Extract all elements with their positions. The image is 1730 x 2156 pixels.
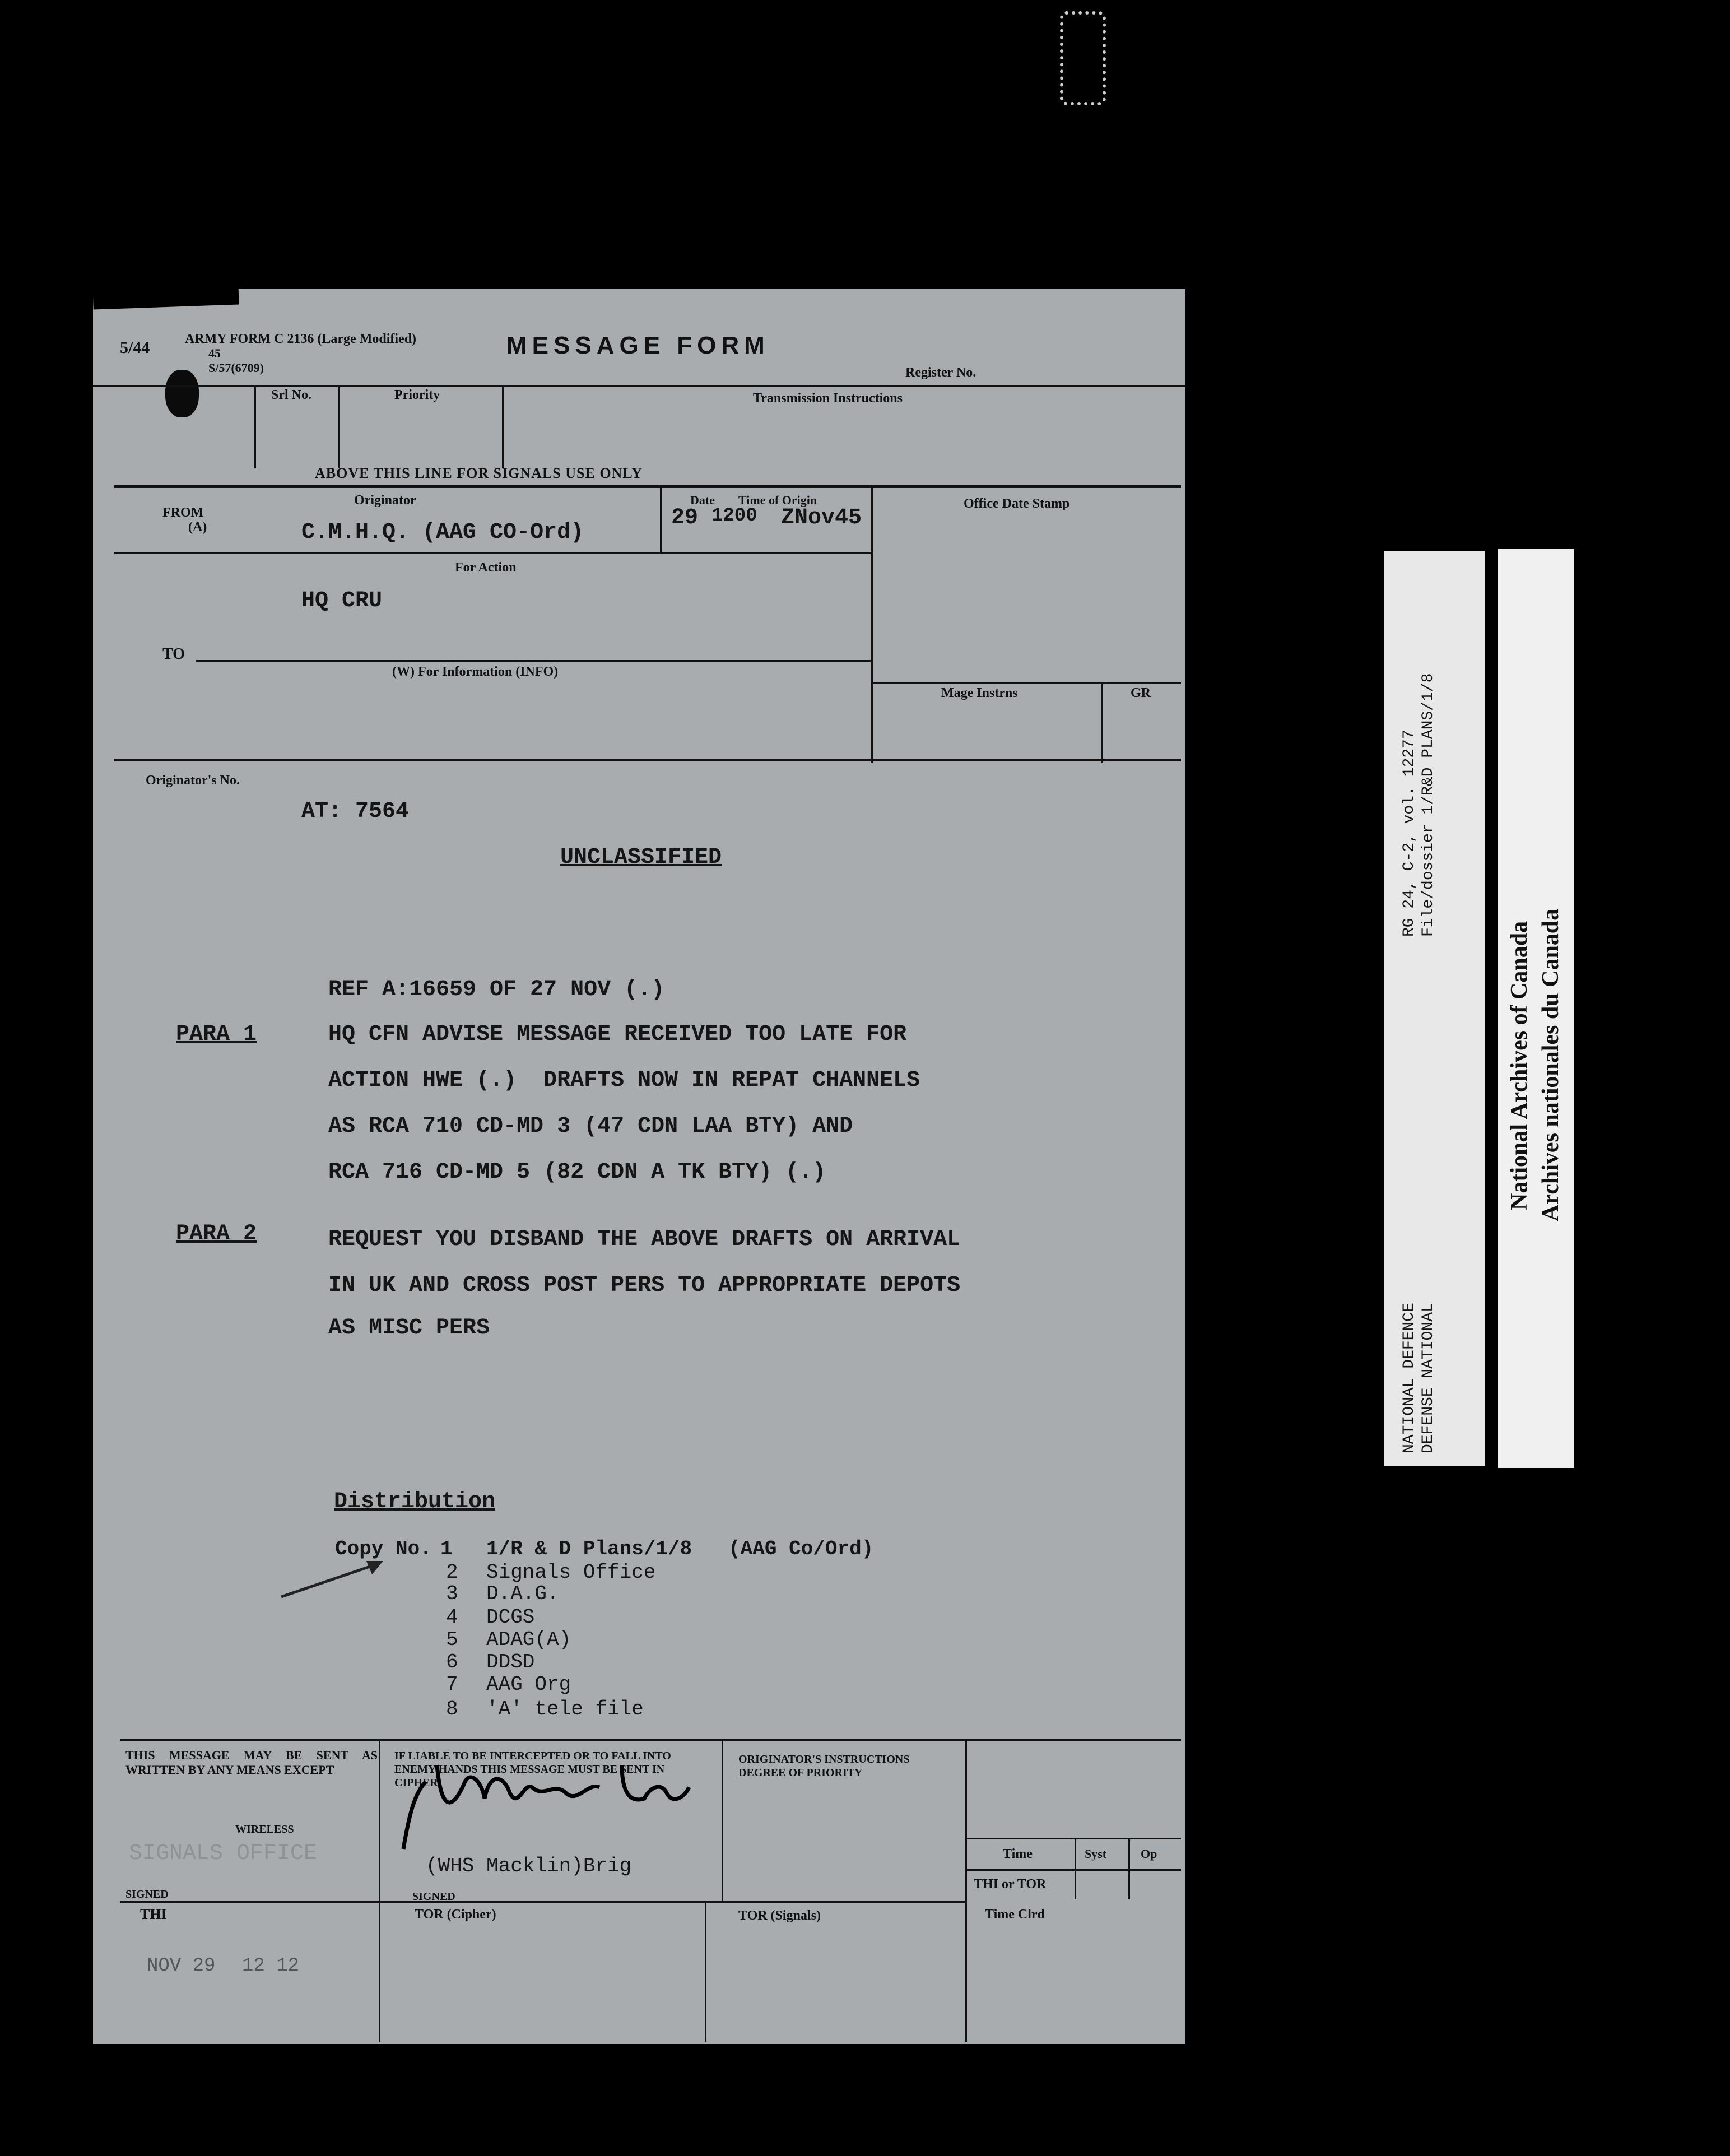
time-of-origin-label: Time of Origin	[738, 493, 817, 507]
thi-or-tor-label: THI or TOR	[974, 1877, 1047, 1892]
copy-recipient: DDSD	[486, 1651, 535, 1674]
to-label: TO	[162, 645, 185, 663]
para2-line: REQUEST YOU DISBAND THE ABOVE DRAFTS ON ARRIVAL	[328, 1227, 961, 1252]
cipher-note: IF LIABLE TO BE INTERCEPTED OR TO FALL INTO ENEMY HANDS THIS MESSAGE MUST BE SENT IN CIPHER	[394, 1750, 671, 1789]
form-number: ARMY FORM C 2136 (Large Modified)	[185, 332, 417, 346]
time-value: 1200	[711, 505, 757, 527]
originator-value: C.M.H.Q. (AAG CO-Ord)	[301, 520, 584, 545]
for-action-value: HQ CRU	[301, 588, 383, 614]
para2-line: AS MISC PERS	[328, 1316, 490, 1341]
originators-no-label: Originator's No.	[146, 773, 240, 788]
time-label: Time	[1003, 1847, 1033, 1861]
copy-number: 7	[446, 1673, 458, 1696]
office-date-stamp-label: Office Date Stamp	[964, 496, 1070, 511]
archive-reference-line: RG 24, C-2, vol. 12277	[1401, 729, 1418, 937]
tor-signals-label: TOR (Signals)	[738, 1908, 821, 1923]
thi-label: THI	[140, 1906, 167, 1922]
faint-office-stamp: SIGNALS OFFICE	[129, 1841, 318, 1866]
from-sub-label: (A)	[188, 520, 207, 535]
department-fr: DEFENSE NATIONAL	[1420, 1303, 1437, 1453]
tor-cipher-label: TOR (Cipher)	[415, 1907, 496, 1922]
originator-label: Originator	[354, 493, 416, 508]
receipt-stamp-time: 12 12	[242, 1955, 300, 1977]
originator-instructions-label: ORIGINATOR'S INSTRUCTIONS DEGREE OF PRIORITY	[738, 1753, 910, 1779]
at-number: AT: 7564	[301, 799, 410, 824]
copy-number: 1	[440, 1537, 453, 1560]
datetime-suffix: ZNov45	[781, 505, 862, 531]
para1-line: ACTION HWE (.) DRAFTS NOW IN REPAT CHANNELS	[328, 1068, 920, 1093]
form-sub-number: 45	[208, 346, 221, 360]
copy-recipient: 'A' tele file	[486, 1698, 644, 1721]
copy-recipient: ADAG(A)	[486, 1628, 571, 1651]
copy-number: 4	[446, 1606, 458, 1629]
for-action-label: For Action	[455, 560, 517, 575]
file-reference: 5/44	[120, 338, 150, 357]
signatory-name: (WHS Macklin)Brig	[426, 1855, 632, 1878]
copy-number: 8	[446, 1698, 458, 1721]
register-no-label: Register No.	[905, 365, 976, 380]
sent-as-written-note: THIS MESSAGE MAY BE SENT AS WRITTEN BY ANY MEANS EXCEPT	[125, 1748, 378, 1777]
copy-recipient: DCGS	[486, 1606, 535, 1629]
archive-file-line: File/dossier 1/R&D PLANS/1/8	[1420, 673, 1437, 937]
para1-line: AS RCA 710 CD-MD 3 (47 CDN LAA BTY) AND	[328, 1114, 853, 1139]
mage-instrns-label: Mage Instrns	[941, 686, 1018, 700]
copy-number: 2	[446, 1561, 458, 1584]
signals-line-label: ABOVE THIS LINE FOR SIGNALS USE ONLY	[315, 465, 643, 481]
handwritten-signature	[387, 1748, 734, 1860]
date-value: 29	[671, 505, 699, 531]
date-label: Date	[690, 493, 715, 507]
archives-name-fr: Archives nationales du Canada	[1538, 908, 1564, 1221]
para1-line: HQ CFN ADVISE MESSAGE RECEIVED TOO LATE FOR	[328, 1022, 907, 1047]
syst-label: Syst	[1085, 1847, 1107, 1861]
gr-label: GR	[1131, 686, 1151, 700]
reference-line: REF A:16659 OF 27 NOV (.)	[328, 977, 665, 1002]
wireless-label: WIRELESS	[235, 1823, 294, 1836]
copy-recipient: D.A.G.	[486, 1582, 559, 1605]
distribution-heading: Distribution	[334, 1489, 496, 1514]
punch-hole	[165, 370, 199, 417]
time-clrd-label: Time Clrd	[985, 1907, 1045, 1922]
copy-recipient: AAG Org	[486, 1673, 571, 1696]
pointer-arrow-icon	[277, 1558, 389, 1602]
archives-name-en: National Archives of Canada	[1506, 921, 1532, 1210]
op-label: Op	[1141, 1847, 1157, 1861]
form-title: MESSAGE FORM	[506, 332, 770, 359]
frame-marker	[1060, 11, 1106, 105]
print-code: S/57(6709)	[208, 361, 264, 375]
priority-label: Priority	[394, 388, 440, 402]
copy-number: 3	[446, 1582, 458, 1605]
info-label: (W) For Information (INFO)	[392, 665, 559, 679]
para1-line: RCA 716 CD-MD 5 (82 CDN A TK BTY) (.)	[328, 1160, 826, 1185]
transmission-label: Transmission Instructions	[753, 391, 903, 406]
copy-recipient: Signals Office	[486, 1561, 656, 1584]
signed-label: SIGNED	[412, 1890, 455, 1903]
from-label: FROM	[162, 505, 204, 520]
signed-label: SIGNED	[125, 1888, 169, 1901]
para2-line: IN UK AND CROSS POST PERS TO APPROPRIATE DEPOTS	[328, 1273, 961, 1298]
copy-number: 6	[446, 1651, 458, 1674]
department-en: NATIONAL DEFENCE	[1401, 1303, 1418, 1453]
srl-no-label: Srl No.	[271, 388, 311, 402]
copy-no-label: Copy No.	[335, 1537, 432, 1560]
copy-recipient: 1/R & D Plans/1/8 (AAG Co/Ord)	[486, 1537, 874, 1560]
classification: UNCLASSIFIED	[560, 845, 722, 870]
receipt-stamp-date: NOV 29	[147, 1955, 216, 1977]
para2-label: PARA 2	[176, 1221, 257, 1247]
copy-number: 5	[446, 1628, 458, 1651]
para1-label: PARA 1	[176, 1022, 257, 1047]
